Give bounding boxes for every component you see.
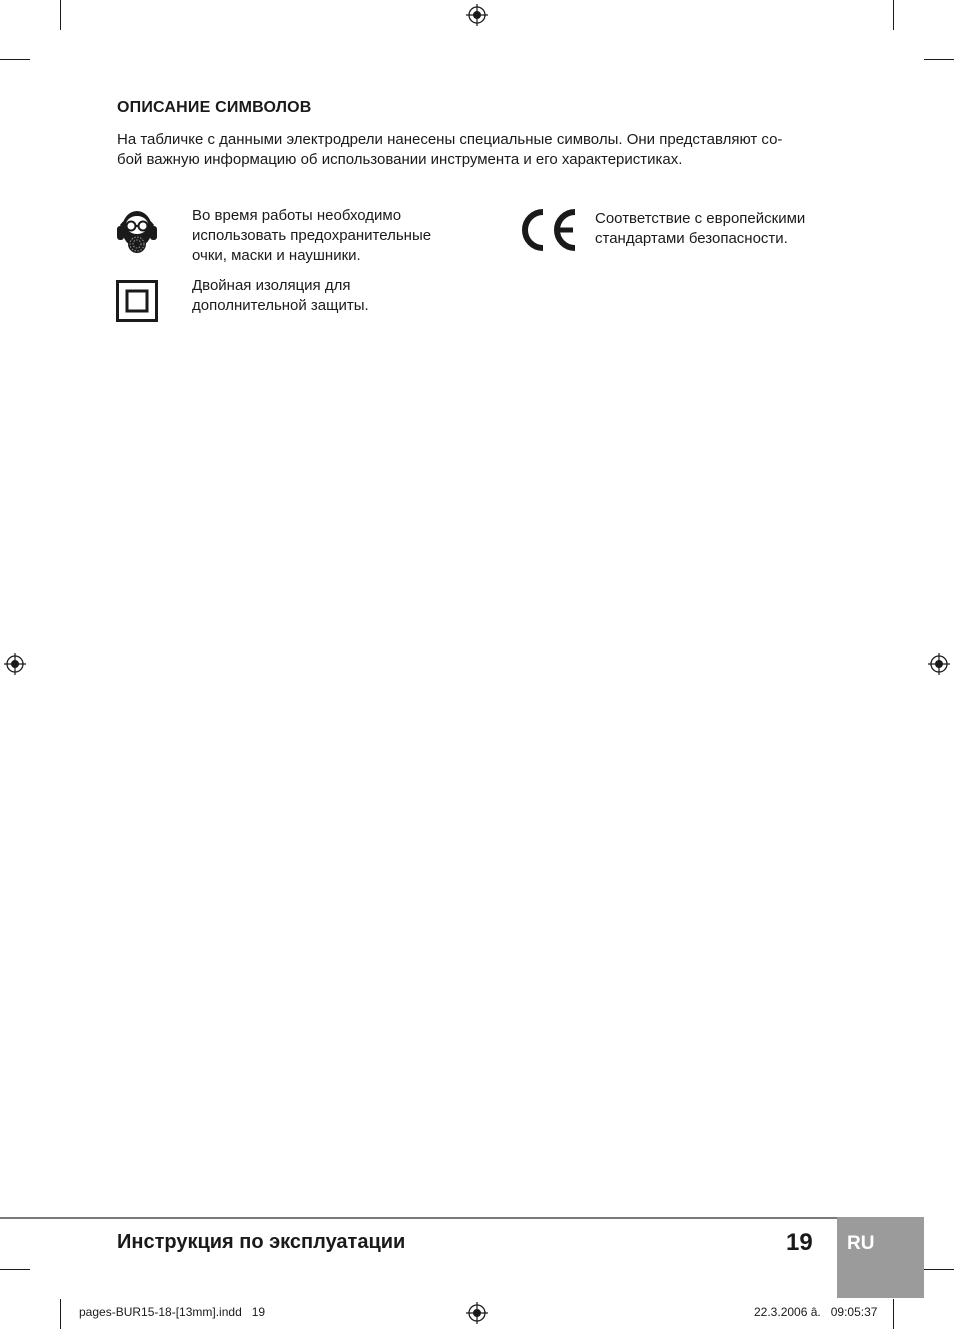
crop-mark-bottom-left-h <box>0 1269 30 1270</box>
registration-mark-bottom-icon <box>466 1302 488 1324</box>
crop-mark-bottom-right-h <box>924 1269 954 1270</box>
footer-divider <box>0 1217 924 1219</box>
footer-title: Инструкция по эксплуатации <box>117 1231 406 1253</box>
section-heading: ОПИСАНИЕ СИМВОЛОВ <box>117 99 312 116</box>
page-number: 19 <box>786 1229 813 1256</box>
intro-line: На табличке с данными электродрели нанесены специальные символы. Они представляют со- <box>117 131 783 148</box>
double-insulation-icon <box>116 280 158 322</box>
crop-mark-bottom-right-v <box>893 1299 894 1329</box>
symbol-line: дополнительной защиты. <box>192 297 369 314</box>
intro-line: бой важную информацию об использовании инструмента и его характеристиках. <box>117 151 683 168</box>
crop-mark-top-right-h <box>924 59 954 60</box>
symbol-description-double-insulation <box>192 276 369 316</box>
language-label: RU <box>847 1233 875 1254</box>
symbol-line: Соответствие с европейскими <box>595 210 806 227</box>
protective-gear-icon <box>114 208 160 258</box>
symbol-line: очки, маски и наушники. <box>192 247 361 264</box>
registration-mark-left-icon <box>4 653 26 675</box>
symbol-line: Во время работы необходимо <box>192 207 402 224</box>
intro-paragraph <box>117 130 847 170</box>
crop-mark-bottom-left-v <box>60 1299 61 1329</box>
symbol-description-protective-gear <box>192 206 431 266</box>
crop-mark-top-left-v <box>60 0 61 30</box>
symbol-line: использовать предохранительные <box>192 227 432 244</box>
crop-mark-top-right-v <box>893 0 894 30</box>
symbol-line: стандартами безопасности. <box>595 230 788 247</box>
registration-mark-right-icon <box>928 653 950 675</box>
slug-datetime: 22.3.2006 â. 09:05:37 <box>754 1305 878 1319</box>
slug-file-name: pages-BUR15-18-[13mm].indd 19 <box>79 1305 266 1319</box>
registration-mark-top-icon <box>466 4 488 26</box>
symbol-description-ce-mark <box>595 209 805 249</box>
language-tab <box>837 1217 924 1298</box>
symbol-line: Двойная изоляция для <box>192 277 351 294</box>
ce-mark-icon <box>518 207 580 253</box>
crop-mark-top-left-h <box>0 59 30 60</box>
